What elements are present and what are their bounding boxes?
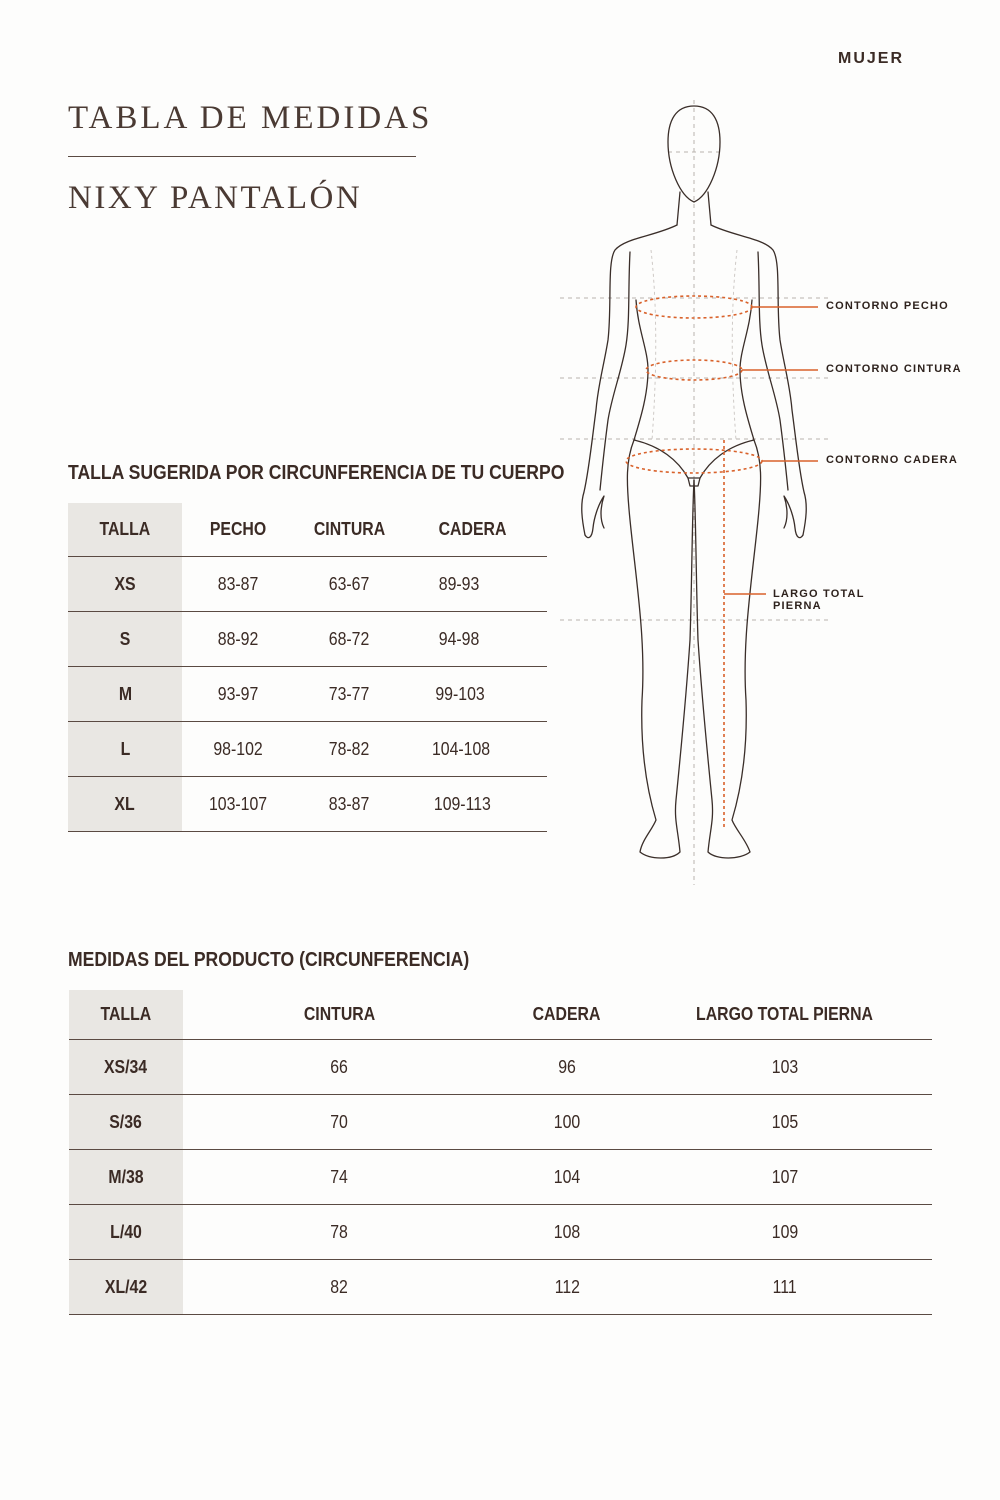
table-row [68,557,547,612]
table-cell: 103-107 [182,777,294,832]
product-name: NIXY PANTALÓN [68,180,363,216]
table-row [69,1040,932,1095]
table-cell: 107 [638,1150,932,1205]
table-cell: 82 [183,1260,496,1315]
size-cell: L/40 [69,1205,183,1260]
column-header: LARGO TOTAL PIERNA [638,990,932,1040]
chest-ellipse [636,296,752,318]
product-table-heading: MEDIDAS DEL PRODUCTO (CIRCUNFERENCIA) [68,949,470,971]
size-cell: XS [68,557,182,612]
table-cell: 96 [496,1040,638,1095]
table-cell: 100 [496,1095,638,1150]
table-cell: 88-92 [182,612,294,667]
table-header-row [68,503,547,557]
table-cell: 83-87 [294,777,404,832]
size-cell: M/38 [69,1150,183,1205]
table-cell: 99-103 [404,667,547,722]
table-cell: 68-72 [294,612,404,667]
size-cell: XL/42 [69,1260,183,1315]
table-row [68,612,547,667]
table-cell: 74 [183,1150,496,1205]
table-row [69,1150,932,1205]
table-cell: 83-87 [182,557,294,612]
table-cell: 93-97 [182,667,294,722]
table-row [68,777,547,832]
waist-measure-label: CONTORNO CINTURA [826,363,962,375]
table-cell: 98-102 [182,722,294,777]
chest-measure-label: CONTORNO PECHO [826,300,949,312]
size-cell: S/36 [69,1095,183,1150]
table-cell: 104-108 [404,722,547,777]
table-header-row [69,990,932,1040]
table-cell: 104 [496,1150,638,1205]
table-cell: 63-67 [294,557,404,612]
table-row [69,1205,932,1260]
table-row [68,667,547,722]
column-header: CINTURA [183,990,496,1040]
table-cell: 73-77 [294,667,404,722]
column-header: CINTURA [294,503,404,557]
waist-ellipse [646,360,742,380]
column-header: TALLA [69,990,183,1040]
leg-measure-label-line2: PIERNA [773,600,822,612]
table-cell: 103 [638,1040,932,1095]
size-cell: XL [68,777,182,832]
column-header: CADERA [496,990,638,1040]
table-cell: 66 [183,1040,496,1095]
table-cell: 109 [638,1205,932,1260]
table-cell: 111 [638,1260,932,1315]
size-cell: XS/34 [69,1040,183,1095]
table-cell: 78 [183,1205,496,1260]
label-leaders [724,307,818,594]
size-cell: M [68,667,182,722]
body-outline [582,106,806,858]
table-cell: 70 [183,1095,496,1150]
body-table-heading: TALLA SUGERIDA POR CIRCUNFERENCIA DE TU CUERPO [68,462,565,484]
column-header: CADERA [404,503,547,557]
size-cell: L [68,722,182,777]
table-row [69,1095,932,1150]
product-size-table [69,990,932,1315]
table-cell: 78-82 [294,722,404,777]
leg-measure-label-line1: LARGO TOTAL [773,588,865,600]
table-row [68,722,547,777]
hip-measure-label: CONTORNO CADERA [826,454,959,466]
column-header: PECHO [182,503,294,557]
table-cell: 109-113 [404,777,547,832]
table-cell: 94-98 [404,612,547,667]
table-row [69,1260,932,1315]
table-cell: 112 [496,1260,638,1315]
table-cell: 89-93 [404,557,547,612]
table-cell: 105 [638,1095,932,1150]
body-size-table [68,503,547,832]
gender-label: MUJER [838,50,905,67]
size-cell: S [68,612,182,667]
page-title: TABLA DE MEDIDAS [68,100,433,136]
table-cell: 108 [496,1205,638,1260]
column-header: TALLA [68,503,182,557]
